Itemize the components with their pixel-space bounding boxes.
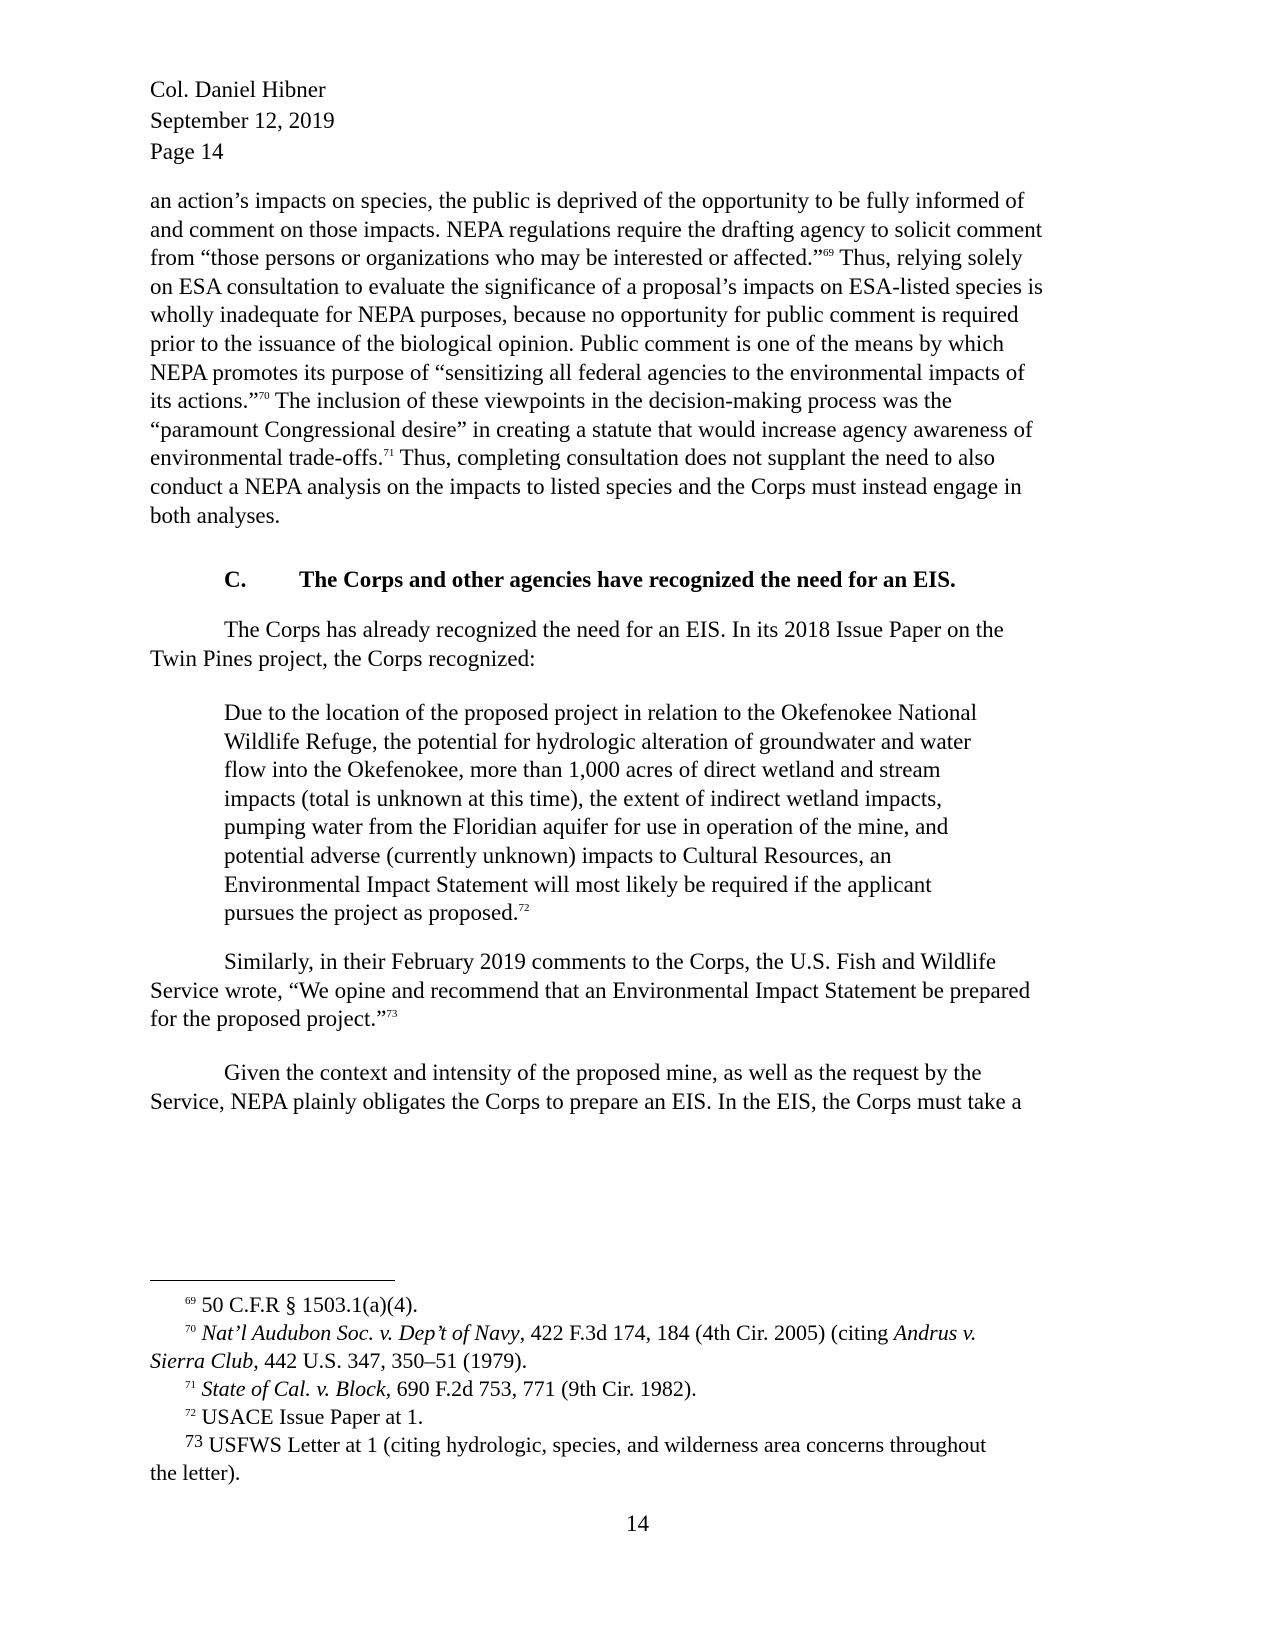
text-line: Given the context and intensity of the proposed mine, as well as the request by the [224, 1060, 982, 1085]
text-line: conduct a NEPA analysis on the impacts to listed species and the Corps must instead engage in [150, 473, 1022, 499]
text-line: its actions.”$^{70}$ The inclusion of these viewpoints in the decision-making process was the [150, 388, 953, 414]
recipient-name: Col. Daniel Hibner [150, 77, 326, 102]
quote-line: Wildlife Refuge, the potential for hydrologic alteration of groundwater and water [224, 728, 971, 754]
footnote-ref-70[interactable]: 70 [258, 390, 270, 403]
footnote-number: 69 [185, 1295, 196, 1307]
text-line: Service wrote, “We opine and recommend that an Environmental Impact Statement be prepared [150, 977, 1031, 1003]
text-line: Service, NEPA plainly obligates the Corps to prepare an EIS. In the EIS, the Corps must take a [150, 1088, 1022, 1114]
footnote-ref-71[interactable]: 71 [383, 447, 395, 460]
text-line: Twin Pines project, the Corps recognized: [150, 645, 536, 671]
text-line: The Corps has already recognized the need for an EIS. In its 2018 Issue Paper on the [224, 617, 1004, 642]
case-name: State of Cal. v. Block [201, 1376, 386, 1401]
footnote-71: $^{71}$ State of Cal. v. Block, 690 F.2d 753, 771 (9th Cir. 1982). [185, 1376, 697, 1401]
paragraph-3 [150, 948, 1130, 1034]
footnote-number: 73 [185, 1431, 203, 1451]
text-line: Similarly, in their February 2019 comments to the Corps, the U.S. Fish and Wildlife [224, 949, 997, 974]
footnote-72: $^{72}$ USACE Issue Paper at 1. [185, 1404, 424, 1429]
case-name: Sierra Club [150, 1348, 254, 1373]
paragraph-4 [150, 1059, 1130, 1116]
footnote-73-cont: the letter). [150, 1460, 241, 1485]
quote-line: potential adverse (currently unknown) impacts to Cultural Resources, an [224, 842, 892, 868]
footnote-number: 72 [185, 1407, 196, 1419]
footnote-divider [150, 1280, 395, 1281]
text-line: “paramount Congressional desire” in creating a statute that would increase agency awareness of [150, 416, 1033, 442]
quote-line: pumping water from the Floridian aquifer for use in operation of the mine, and [224, 814, 949, 840]
section-label: C. [224, 567, 247, 592]
quote-line: impacts (total is unknown at this time), the extent of indirect wetland impacts, [224, 785, 942, 811]
text-line: prior to the issuance of the biological opinion. Public comment is one of the means by which [150, 330, 1005, 356]
footnotes [150, 1291, 1130, 1487]
quote-line: flow into the Okefenokee, more than 1,000 acres of direct wetland and stream [224, 757, 941, 783]
text-line: on ESA consultation to evaluate the significance of a proposal’s impacts on ESA-listed species is [150, 273, 1043, 299]
text-line: and comment on those impacts. NEPA regulations require the drafting agency to solicit comment [150, 216, 1043, 242]
case-name: Nat’l Audubon Soc. v. Dep’t of Navy [201, 1320, 520, 1345]
quote-line: pursues the project as proposed.$^{72}$ [224, 900, 530, 926]
section-title: The Corps and other agencies have recognized the need for an EIS. [299, 567, 956, 592]
text-line: for the proposed project.”$^{73}$ [150, 1006, 398, 1032]
text-line: environmental trade-offs.$^{71}$ Thus, completing consultation does not supplant the need to also [150, 445, 996, 471]
footnote-ref-72[interactable]: 72 [518, 902, 530, 915]
text-line: from “those persons or organizations who may be interested or affected.”$^{69}$ Thus, relying solely [150, 245, 1023, 271]
text-line: both analyses. [150, 502, 281, 528]
case-name: Andrus v. [893, 1320, 977, 1345]
text-line: NEPA promotes its purpose of “sensitizing all federal agencies to the environmental impacts of [150, 359, 1025, 385]
header-page-label: Page 14 [150, 139, 224, 164]
footnote-70-cont: Sierra Club, 442 U.S. 347, 350–51 (1979). [150, 1348, 528, 1373]
letter-header [150, 74, 335, 167]
footnote-73: $^{73}$ USFWS Letter at 1 (citing hydrologic, species, and wilderness area concerns throughout [185, 1431, 987, 1457]
block-quote [224, 699, 1084, 928]
page-number: 14 [626, 1511, 649, 1536]
section-heading [224, 566, 956, 595]
paragraph-1 [150, 187, 1130, 530]
text-line: an action’s impacts on species, the public is deprived of the opportunity to be fully informed of [150, 188, 1025, 213]
footnote-number: 71 [185, 1379, 196, 1391]
footnote-69: $^{69}$ 50 C.F.R § 1503.1(a)(4). [185, 1292, 418, 1317]
footnote-70: $^{70}$ Nat’l Audubon Soc. v. Dep’t of Navy, 422 F.3d 174, 184 (4th Cir. 2005) (citing Andrus v. [185, 1320, 977, 1345]
quote-line: Environmental Impact Statement will most likely be required if the applicant [224, 871, 932, 897]
paragraph-2 [150, 616, 1130, 673]
letter-date: September 12, 2019 [150, 108, 335, 133]
footnote-ref-73[interactable]: 73 [386, 1008, 398, 1021]
footnote-ref-69[interactable]: 69 [822, 247, 834, 260]
text-line: wholly inadequate for NEPA purposes, because no opportunity for public comment is required [150, 302, 1019, 328]
footnote-number: 70 [185, 1323, 196, 1335]
quote-line: Due to the location of the proposed project in relation to the Okefenokee National [224, 700, 978, 725]
